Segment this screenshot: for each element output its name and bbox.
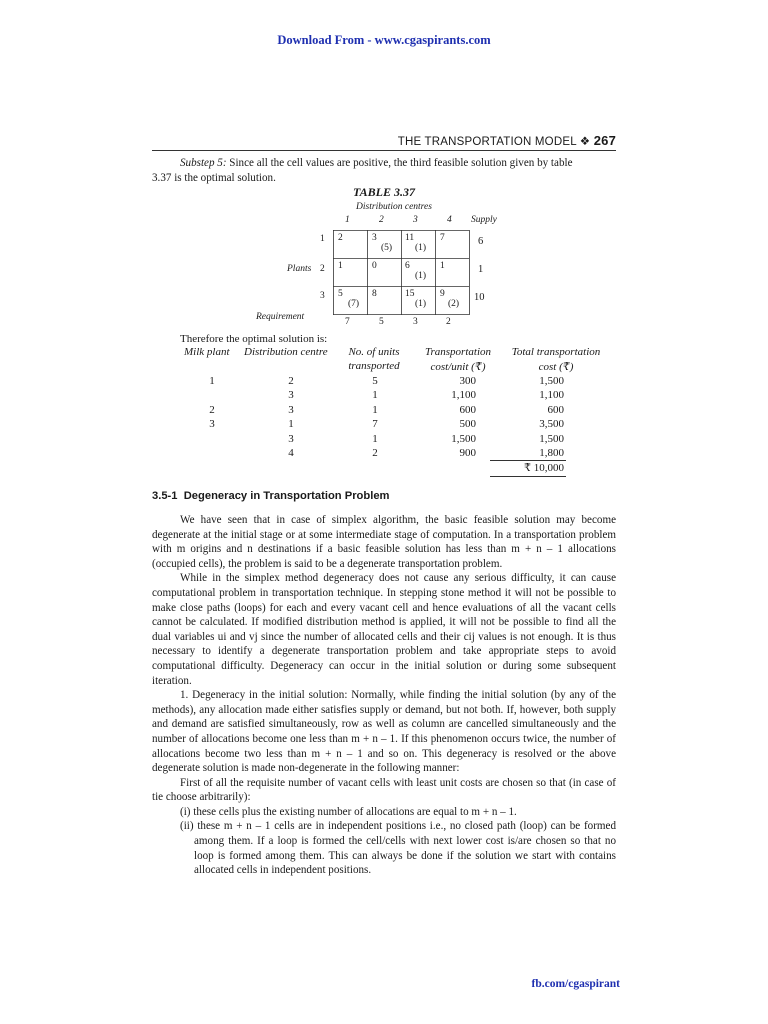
cell-plant: 1 xyxy=(209,375,215,387)
cost-2-3: 6 xyxy=(405,261,410,271)
cell-cost: 500 xyxy=(459,418,476,431)
cell-centre: 2 xyxy=(288,375,294,387)
col-label-2: 2 xyxy=(379,215,384,225)
diamond-icon: ❖ xyxy=(579,136,591,148)
paragraph-4: First of all the requisite number of vacant cells with least unit costs are chosen so that (in case of tie choose arbitrarily): xyxy=(152,776,616,804)
cell-total: 1,100 xyxy=(539,389,564,402)
supply-3: 10 xyxy=(474,292,485,303)
cell-centre: 4 xyxy=(288,447,294,459)
col-label-3: 3 xyxy=(413,215,418,225)
row-label-3: 3 xyxy=(320,291,325,301)
table-row xyxy=(150,389,620,403)
alloc-3-1: (7) xyxy=(348,299,360,309)
total-rule-bottom xyxy=(490,476,566,477)
alloc-1-2: (5) xyxy=(381,243,393,253)
table-row xyxy=(150,375,620,389)
requirement-2: 5 xyxy=(379,317,384,327)
table-row xyxy=(150,418,620,432)
body-text xyxy=(152,513,616,878)
table-row xyxy=(150,447,620,461)
cost-3-3: 15 xyxy=(405,289,415,299)
cell-centre: 3 xyxy=(288,432,294,445)
table-row xyxy=(150,404,620,418)
alloc-2-3: (1) xyxy=(415,271,427,281)
cell-total: 3,500 xyxy=(539,418,564,431)
header-cost-1: Transportation xyxy=(424,346,492,358)
cell-centre: 1 xyxy=(288,418,294,431)
requirement-label: Requirement xyxy=(256,312,305,322)
transportation-table xyxy=(0,214,768,334)
cell-units: 5 xyxy=(372,375,378,387)
col-label-4: 4 xyxy=(447,215,452,225)
cell-total: 1,500 xyxy=(539,432,564,445)
cost-1-3: 11 xyxy=(405,233,415,243)
cell-total: 600 xyxy=(547,403,564,416)
header-milk-plant: Milk plant xyxy=(184,346,230,358)
cell-plant: 2 xyxy=(209,403,215,416)
row-label-2: 2 xyxy=(320,264,325,274)
header-rule xyxy=(152,150,616,151)
cost-3-2: 8 xyxy=(372,289,377,299)
cell-units: 2 xyxy=(372,447,378,459)
section-title: Degeneracy in Transportation Problem xyxy=(183,490,390,502)
section-heading xyxy=(152,490,390,502)
cost-3-4: 9 xyxy=(440,289,445,299)
footer-link[interactable]: fb.com/cgaspirant xyxy=(531,978,620,990)
col-label-1: 1 xyxy=(345,215,350,225)
paragraph-3: 1. Degeneracy in the initial solution: Normally, while finding the initial solution (by any of the methods), any allocation made either satisfies supply or demand, but not both. If, however, both supply and demand are satisfied simultaneously, row as well as column are cancelled simultaneously and the number of allocations become one less than m + n – 1. If this phenomenon occurs twice, the number of allocations become two less than m + n – 1 and so on. This degeneracy is resolved or the above degenerate solution is made non-degenerate in the following manner: xyxy=(152,689,616,775)
cost-1-1: 2 xyxy=(338,233,343,243)
page-number: 267 xyxy=(593,133,616,148)
requirement-4: 2 xyxy=(446,317,451,327)
header-total-2: cost (₹) xyxy=(538,361,574,373)
cell-total: 1,500 xyxy=(539,375,564,387)
section-number: 3.5-1 xyxy=(152,490,178,502)
table-subheader: Distribution centres xyxy=(356,202,432,212)
cost-3-1: 5 xyxy=(338,289,343,299)
substep-text-2: 3.37 is the optimal solution. xyxy=(152,171,276,184)
cell-plant: 3 xyxy=(209,418,215,431)
cost-2-4: 1 xyxy=(440,261,445,271)
cell-centre: 3 xyxy=(288,403,294,416)
list-item-1: (i) these cells plus the existing number of allocations are equal to m + n – 1. xyxy=(180,805,517,818)
running-head xyxy=(398,133,616,148)
grand-total: ₹ 10,000 xyxy=(524,462,564,475)
cell-cost: 600 xyxy=(459,403,476,416)
solution-table xyxy=(150,346,620,486)
cell-centre: 3 xyxy=(288,389,294,402)
alloc-3-3: (1) xyxy=(415,299,427,309)
cell-units: 1 xyxy=(372,432,378,445)
cell-units: 1 xyxy=(372,403,378,416)
alloc-3-4: (2) xyxy=(448,299,460,309)
solution-intro: Therefore the optimal solution is: xyxy=(180,333,328,345)
table-caption: TABLE 3.37 xyxy=(352,185,415,199)
header-cost-2: cost/unit (₹) xyxy=(430,361,486,373)
substep-paragraph xyxy=(152,156,616,185)
cost-2-2: 0 xyxy=(372,261,377,271)
requirement-3: 3 xyxy=(413,317,418,327)
paragraph-1: We have seen that in case of simplex algorithm, the basic feasible solution may become degenerate at the initial stage or at some intermediate stage of computation. In a transportation problem with m origins and n destinations if a basic feasible solution has less than m + n – 1 allocations (occupied cells), the problem is said to be a degenerate transportation problem. xyxy=(152,514,616,570)
cost-1-2: 3 xyxy=(372,233,377,243)
cell-cost: 300 xyxy=(459,375,476,387)
requirement-1: 7 xyxy=(345,317,350,327)
header-units-2: transported xyxy=(348,360,400,372)
cell-units: 7 xyxy=(372,418,378,431)
cell-cost: 900 xyxy=(459,447,476,459)
cell-cost: 1,500 xyxy=(451,432,476,445)
header-units-1: No. of units xyxy=(348,346,400,358)
alloc-1-3: (1) xyxy=(415,243,427,253)
paragraph-2: While in the simplex method degeneracy does not cause any serious difficulty, it can cause computational problem in transportation technique. In stepping stone method it will not be possible to make close paths (loops) for each and every vacant cell and hence evaluations of all the vacant cells cannot be calculated. If modified distribution method is applied, it will not be possible to find all the dual variables ui and vj since the number of allocated cells and their cij values is not enough. It is thus necessary to identify a degenerate transportation problem and take appropriate steps to avoid computational difficulty. Degeneracy can occur in the initial solution or during some subsequent iteration. xyxy=(152,572,616,687)
header-distribution-centre: Distribution centre xyxy=(244,346,328,358)
list-item-2: (ii) these m + n – 1 cells are in independent positions i.e., no closed path (loop) can be formed among them. If a loop is formed the cell/cells with next lower cost is/are chosen so that no loop is formed among them. This can always be done if the solution we start with contains allocated cells in independent positions. xyxy=(180,820,616,877)
substep-label: Substep 5: xyxy=(180,157,227,169)
row-label-1: 1 xyxy=(320,234,325,244)
supply-2: 1 xyxy=(478,264,484,275)
substep-text: Since all the cell values are positive, the third feasible solution given by table xyxy=(226,157,573,169)
download-banner[interactable]: Download From - www.cgaspirants.com xyxy=(277,33,491,47)
table-row xyxy=(150,433,620,447)
header-total-1: Total transportation xyxy=(511,346,601,358)
running-head-title: THE TRANSPORTATION MODEL xyxy=(397,136,577,148)
cell-units: 1 xyxy=(372,389,378,402)
cell-cost: 1,100 xyxy=(451,389,476,402)
cell-total: 1,800 xyxy=(539,447,564,459)
supply-label: Supply xyxy=(471,215,497,225)
cost-1-4: 7 xyxy=(440,233,445,243)
plants-label: Plants xyxy=(287,264,312,274)
supply-1: 6 xyxy=(478,236,484,247)
cost-2-1: 1 xyxy=(338,261,343,271)
